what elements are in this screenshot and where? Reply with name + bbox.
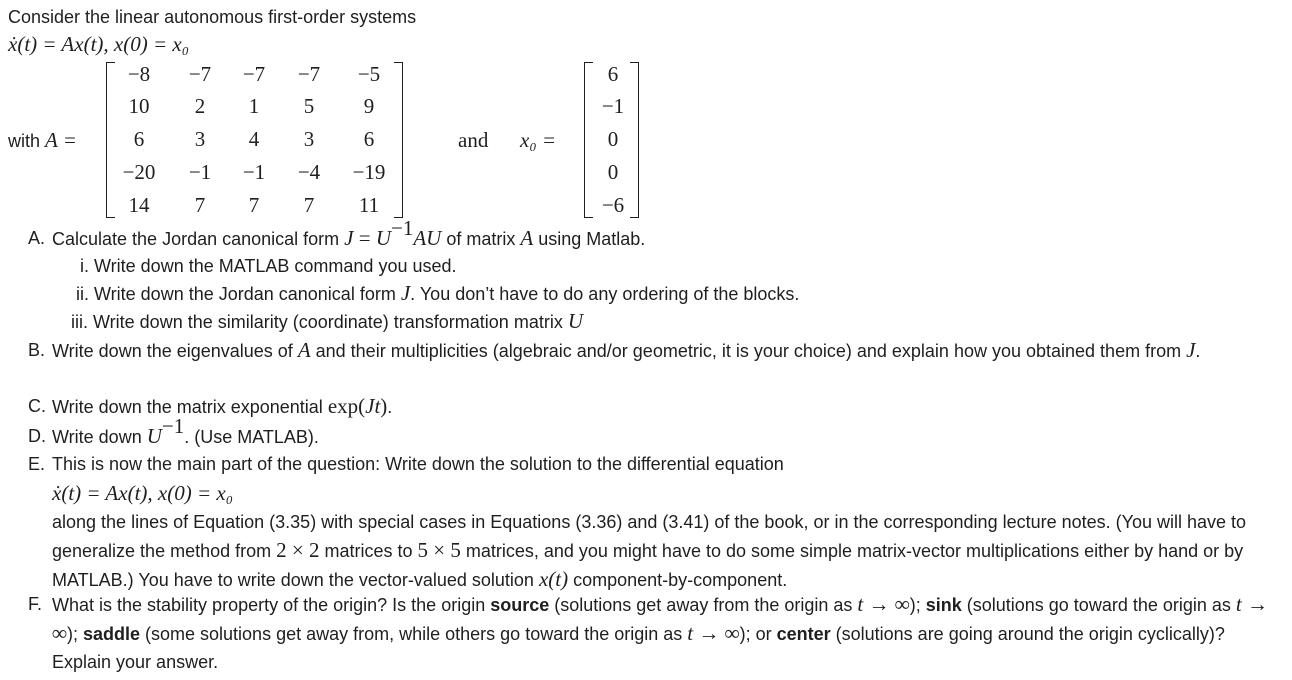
intro-text: Consider the linear autonomous first-order systems <box>8 7 417 27</box>
matrix-A-cell: 3 <box>303 127 315 151</box>
with-label: with A = <box>8 128 77 152</box>
item-A <box>28 216 1288 253</box>
item-F-text: What is the stability property of the origin? Is the origin source (solutions get away from the origin as t → ∞); sink (solutions go toward the origin as t → ∞); saddle (some solutions get away from, while others go toward the origin as t → ∞); or center (solutions are going around the origin cyclically)? Explain your answer. <box>52 592 1268 672</box>
matrix-A-cell: −1 <box>188 160 212 184</box>
item-D <box>28 414 1288 451</box>
item-A-iii: iii. Write down the similarity (coordinate) transformation matrix U <box>71 309 583 333</box>
item-D-text: Write down $U^{-1}$. (Use MATLAB). <box>52 414 319 448</box>
item-B-text: Write down the eigenvalues of A and their multiplicities (algebraic and/or geometric, it is your choice) and explain how you obtained them from J. <box>52 338 1201 362</box>
vector-x0 <box>584 60 644 220</box>
x0-label: x₀ = <box>520 128 557 152</box>
matrix-A-cell: −5 <box>357 62 381 86</box>
matrix-A-cell: 6 <box>363 127 375 151</box>
matrix-A-cell: 9 <box>363 94 375 118</box>
matrix-A-cell: 2 <box>194 94 206 118</box>
item-A-i: i. Write down the MATLAB command you used. <box>80 256 457 276</box>
matrix-A-cell: −19 <box>352 160 386 184</box>
matrix-A-cell: 6 <box>133 127 145 151</box>
item-C-text: Write down the matrix exponential exp(Jt). <box>52 394 393 418</box>
item-A-label: A. <box>28 228 46 248</box>
vector-x0-cell: −6 <box>601 193 625 217</box>
item-C <box>28 392 1288 421</box>
item-E-text: This is now the main part of the question: Write down the solution to the differential equation ẋ(t) = Ax(t), x(0) = x₀ along the lines of Equation (3.35) with special cases in Equations (3.36) and (3.41) of the book, or in the corresponding lecture notes. (You will have to generalize the method from 2 × 2 matrices to 5 × 5 matrices, and you might have to do some simple matrix-vector multiplications either by hand or by MATLAB.) You have to write down the vector-valued solution x(t) component-by-component. <box>52 450 1288 594</box>
item-A-ii: ii. Write down the Jordan canonical form J. You don’t have to do any ordering of the blocks. <box>76 281 800 305</box>
matrix-A-cell: −7 <box>242 62 266 86</box>
item-F-label: F. <box>28 594 43 614</box>
vector-x0-cell: 0 <box>607 127 619 151</box>
matrix-A-cell: −8 <box>127 62 151 86</box>
item-E-label: E. <box>28 454 46 474</box>
system-equation: ẋ(t) = Ax(t), x(0) = x₀ <box>8 32 190 56</box>
item-E <box>28 450 1288 594</box>
matrix-A-cell: 5 <box>303 94 315 118</box>
item-D-label: D. <box>28 426 46 446</box>
item-F <box>28 590 1288 676</box>
item-A-text: Calculate the Jordan canonical form $J = U^{-1}AU$ of matrix A using Matlab. <box>52 216 646 250</box>
vector-x0-cell: 6 <box>607 62 619 86</box>
matrix-A-cell: −20 <box>122 160 156 184</box>
matrix-A-cell: −4 <box>297 160 321 184</box>
matrix-A-cell: −7 <box>188 62 212 86</box>
matrix-A-cell: −1 <box>242 160 266 184</box>
matrix-A-cell: 7 <box>303 193 315 217</box>
matrix-A-cell: 3 <box>194 127 206 151</box>
A-label: A = <box>45 128 77 152</box>
item-B-label: B. <box>28 340 46 360</box>
item-C-label: C. <box>28 396 46 416</box>
and-label: and <box>458 128 489 152</box>
matrix-A-cell: 4 <box>248 127 260 151</box>
matrix-A <box>106 60 408 220</box>
matrix-A-cell: 11 <box>358 193 380 217</box>
item-B <box>28 336 1288 365</box>
matrix-A-cell: 10 <box>128 94 150 118</box>
matrix-A-cell: 14 <box>128 193 150 217</box>
matrix-A-cell: 7 <box>248 193 260 217</box>
vector-x0-cell: 0 <box>607 160 619 184</box>
vector-x0-cell: −1 <box>601 94 625 118</box>
matrix-A-cell: −7 <box>297 62 321 86</box>
matrix-A-cell: 1 <box>248 94 260 118</box>
item-E-equation: ẋ(t) = Ax(t), x(0) = x₀ <box>52 481 234 505</box>
matrix-A-cell: 7 <box>194 193 206 217</box>
